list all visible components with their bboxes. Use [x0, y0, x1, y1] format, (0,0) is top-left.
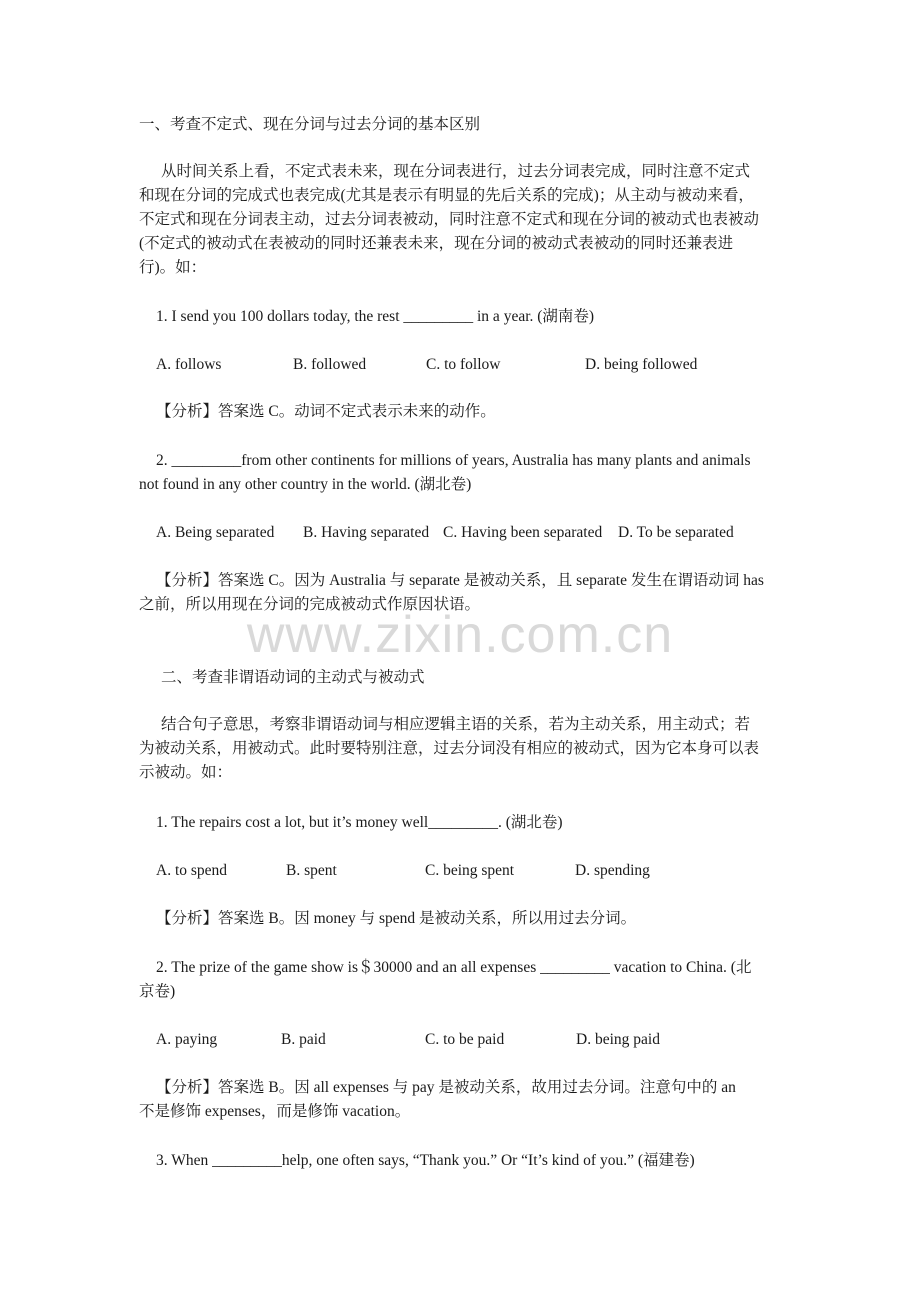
section1-intro-line-3: 不定式和现在分词表主动，过去分词表被动，同时注意不定式和现在分词的被动式也表被动 — [139, 211, 760, 228]
section1-intro-line-1: 从时间关系上看，不定式表未来，现在分词表进行，过去分词表完成，同时注意不定式 — [161, 163, 751, 180]
section1-intro-line-5: 行)。如： — [139, 259, 207, 276]
option-b: B. followed — [293, 356, 367, 373]
s2-q1-analysis: 【分析】答案选 B。因 money 与 spend 是被动关系，所以用过去分词。 — [156, 910, 637, 927]
section2-intro-line-2: 为被动关系，用被动式。此时要特别注意，过去分词没有相应的被动式，因为它本身可以表 — [139, 740, 760, 757]
section1-heading: 一、考查不定式、现在分词与过去分词的基本区别 — [139, 116, 481, 133]
section1-intro-line-2: 和现在分词的完成式也表完成(尤其是表示有明显的先后关系的完成)；从主动与被动来看， — [139, 187, 754, 204]
s2-q2-options — [156, 1028, 856, 1052]
option-a: A. follows — [156, 356, 222, 373]
option-c: C. to follow — [426, 356, 501, 373]
option-a: A. Being separated — [156, 524, 275, 541]
option-b: B. Having separated — [303, 524, 430, 541]
s2-q2-analysis-line-1: 【分析】答案选 B。因 all expenses 与 pay 是被动关系，故用过去分词。注意句中的 an — [156, 1079, 736, 1096]
s2-q3-question: 3. When _________help, one often says, “Thank you.” Or “It’s kind of you.” (福建卷) — [156, 1152, 695, 1169]
s1-q2-question-line-1: 2. _________from other continents for millions of years, Australia has many plants and animals — [156, 452, 751, 469]
option-c: C. to be paid — [425, 1031, 505, 1048]
option-c: C. being spent — [425, 862, 515, 879]
s2-q2-question-line-1: 2. The prize of the game show is＄30000 and an all expenses _________ vacation to China. (北 — [156, 959, 752, 976]
s2-q2-analysis-line-2: 不是修饰 expenses，而是修饰 vacation。 — [139, 1103, 411, 1120]
section2-intro-line-3: 示被动。如： — [139, 764, 233, 781]
s2-q1-options — [156, 859, 856, 883]
watermark: www.zixin.com.cn — [246, 606, 674, 664]
option-b: B. spent — [286, 862, 337, 879]
s1-q1-options — [156, 353, 856, 377]
option-c: C. Having been separated — [443, 524, 603, 541]
s2-q1-question: 1. The repairs cost a lot, but it’s money well_________. (湖北卷) — [156, 814, 563, 831]
option-b: B. paid — [281, 1031, 326, 1048]
section2-intro-line-1: 结合句子意思，考察非谓语动词与相应逻辑主语的关系，若为主动关系，用主动式；若 — [161, 716, 751, 733]
s1-q1-analysis: 【分析】答案选 C。动词不定式表示未来的动作。 — [156, 403, 496, 420]
s2-q2-question-line-2: 京卷) — [139, 983, 176, 1000]
s1-q2-options — [156, 521, 856, 545]
option-d: D. being paid — [576, 1031, 660, 1048]
option-a: A. to spend — [156, 862, 228, 879]
section2-heading: 二、考查非谓语动词的主动式与被动式 — [161, 669, 425, 686]
section1-intro-line-4: (不定式的被动式在表被动的同时还兼表未来，现在分词的被动式表被动的同时还兼表进 — [139, 235, 734, 252]
s1-q2-analysis-line-2: 之前，所以用现在分词的完成被动式作原因状语。 — [139, 596, 481, 613]
s1-q2-question-line-2: not found in any other country in the world. (湖北卷) — [139, 476, 472, 493]
option-d: D. To be separated — [618, 524, 734, 541]
s1-q1-question: 1. I send you 100 dollars today, the rest _________ in a year. (湖南卷) — [156, 308, 595, 325]
option-a: A. paying — [156, 1031, 218, 1048]
option-d: D. spending — [575, 862, 650, 879]
option-d: D. being followed — [585, 356, 698, 373]
s1-q2-analysis-line-1: 【分析】答案选 C。因为 Australia 与 separate 是被动关系，且 separate 发生在谓语动词 has — [156, 572, 764, 589]
